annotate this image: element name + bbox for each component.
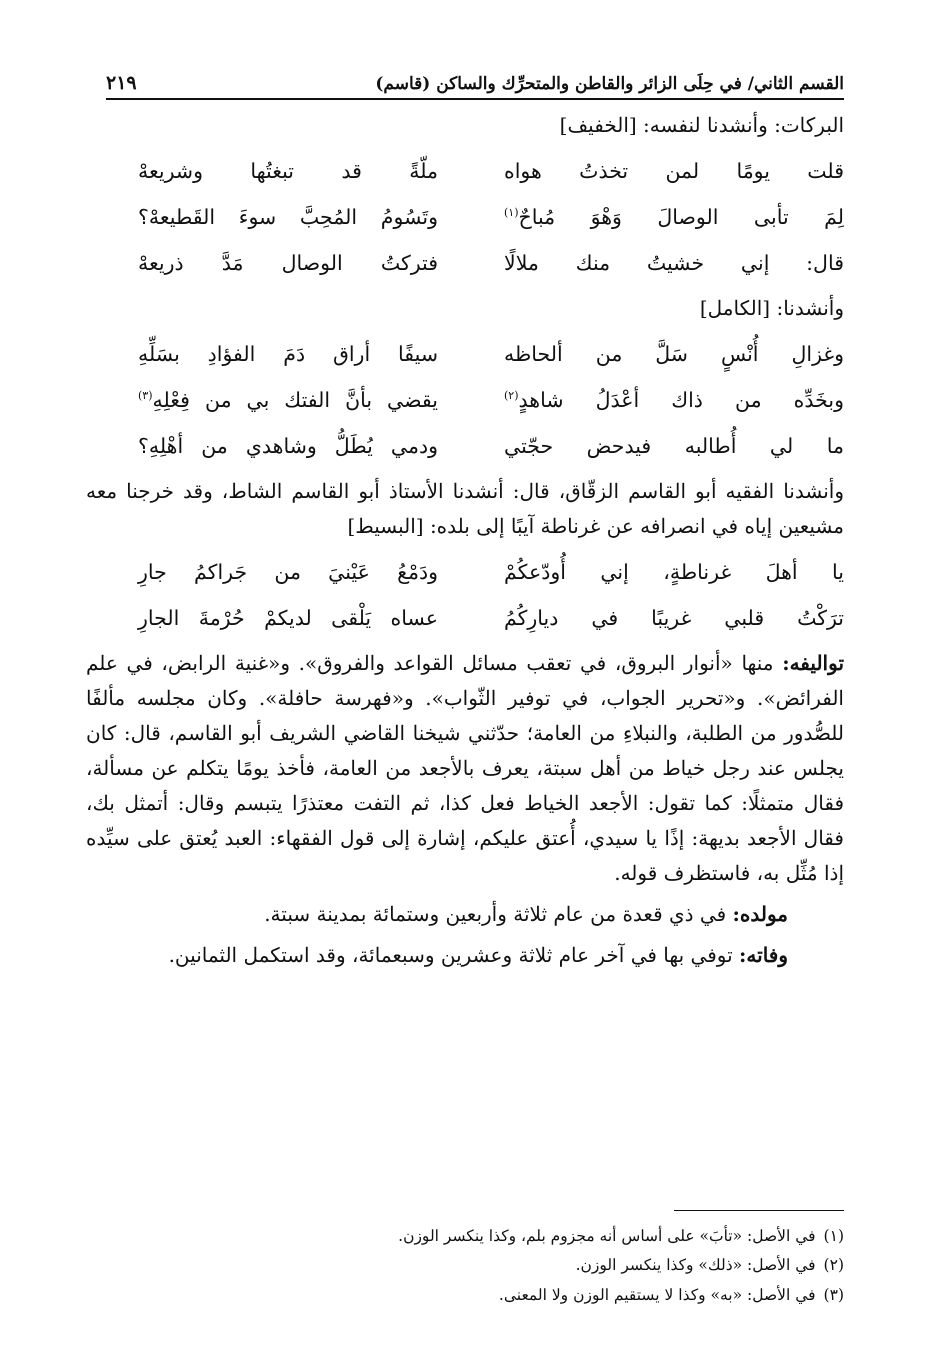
footnote-text: في الأصل: «ذلك» وكذا ينكسر الوزن. xyxy=(575,1256,816,1275)
footnote-text: في الأصل: «تأبَ» على أساس أنه مجزوم بلم، وكذا ينكسر الوزن. xyxy=(398,1227,816,1245)
hemistich-2: ودمي يُطَلُّ وشاهدي من أهْلِهِ؟ xyxy=(138,434,438,459)
page-number: ٢١٩ xyxy=(106,72,137,94)
hemistich-1: وغزالِ أُنْسٍ سَلَّ من ألحاظه xyxy=(504,342,844,367)
footnote-ref: (١) xyxy=(504,206,519,220)
hemistich-2: وتَسُومُ المُحِبَّ سوءَ القَطيعهْ؟ xyxy=(138,205,438,230)
birth-label: مولده: xyxy=(732,902,788,926)
footnote-divider xyxy=(674,1210,844,1211)
hemistich-2: فتركتُ الوصال مَدَّ ذريعهْ xyxy=(138,251,438,276)
footnote xyxy=(86,1251,844,1280)
hemistich-1: لِمَ تأبى الوصالَ وَهْوَ مُباحٌ$^{(١)}$ xyxy=(504,205,844,230)
footnote-ref: (٣) xyxy=(138,389,153,403)
death-label: وفاته: xyxy=(739,943,788,967)
hemistich-1: قلت يومًا لمن تخذتُ هواه xyxy=(504,159,844,184)
hemistich-2: ودَمْعُ عَيْنيَ من جَراكمُ جارِ xyxy=(138,560,438,585)
header-title: القسم الثاني/ في حِلَى الزائر والقاطن والمتحرِّك والساكن (قاسم) xyxy=(375,74,844,94)
footnote-number: (٢) xyxy=(823,1256,844,1275)
poem-3 xyxy=(86,550,844,642)
footnote-number: (٣) xyxy=(823,1285,844,1304)
verse xyxy=(86,332,844,378)
verse xyxy=(86,149,844,195)
hemistich-1: ما لي أُطالبه فيدحض حجّتي xyxy=(504,434,844,459)
hemistich-1: وبخَدِّه من ذاك أعْدَلُ شاهدٍ$^{(٢)}$ xyxy=(504,388,844,413)
intro-line-1: البركات: وأنشدنا لنفسه: [الخفيف] xyxy=(559,113,844,137)
verse xyxy=(86,241,844,287)
death-paragraph xyxy=(86,938,844,973)
verse xyxy=(86,378,844,424)
hemistich-2: ملّةً قد تبغتُها وشريعهْ xyxy=(138,159,438,184)
footnote xyxy=(86,1222,844,1251)
hemistich-2: عساه يَلْقى لديكمْ حُرْمةَ الجارِ xyxy=(138,606,438,631)
poem-1 xyxy=(86,149,844,287)
poem-2 xyxy=(86,332,844,470)
intro-line-2: وأنشدنا: [الكامل] xyxy=(699,296,844,320)
footnote-number: (١) xyxy=(823,1227,844,1245)
hemistich-2: سيفًا أراق دَمَ الفؤادِ بسَلِّهِ xyxy=(138,342,438,367)
verse xyxy=(86,596,844,642)
verse xyxy=(86,550,844,596)
verse xyxy=(86,424,844,470)
paragraph-zaqqaq: وأنشدنا الفقيه أبو القاسم الزقّاق، قال: أنشدنا الأستاذ أبو القاسم الشاط، وقد خرجنا معه مشيعين إياه في انصرافه عن غرناطة آيبًا إلى بلده: [البسيط] xyxy=(86,479,844,538)
death-text: توفي بها في آخر عام ثلاثة وعشرين وسبعمائة، وقد استكمل الثمانين. xyxy=(168,943,733,967)
works-paragraph xyxy=(86,646,844,891)
page-body xyxy=(86,108,844,973)
birth-text: في ذي قعدة من عام ثلاثة وأربعين وستمائة بمدينة سبتة. xyxy=(264,902,727,926)
works-label: تواليفه: xyxy=(782,651,845,675)
hemistich-1: يا أهلَ غرناطةٍ، إني أُودّعكُمْ xyxy=(504,560,844,585)
running-header xyxy=(106,58,844,100)
hemistich-2: يقضي بأنَّ الفتك بي من فِعْلِهِ$^{(٣)}$ xyxy=(138,388,438,413)
footnotes xyxy=(86,1222,844,1310)
works-text: منها «أنوار البروق، في تعقب مسائل القواعد والفروق». و«غنية الرابض، في علم الفرائض». و«تحرير الجواب، في توفير الثّواب». و«فهرسة حافلة». وكان مجلسه مألفًا للصُّدور من الطلبة، والنبلاءِ من العامة؛ حدّثني شيخنا القاضي الشريف أبو القاسم، قال: كان يجلس عند رجل خياط من أهل سبتة، يعرف بالأجعد من العامة، فأخذ يومًا يتكلم عن مسألة، فقال متمثلًا: كما تقول: الأجعد الخياط فعل كذا، ثم التفت معتذرًا يتبسم وقال: أتمثل بك، فقال الأجعد بديهة: إذًا يا سيدي، أُعتق عليكم، إشارة إلى قول الفقهاء: العبد يُعتق على سيِّده إذا مُثِّل به، فاستظرف قوله. xyxy=(86,651,844,885)
footnote-text: في الأصل: «به» وكذا لا يستقيم الوزن ولا المعنى. xyxy=(498,1285,816,1304)
verse xyxy=(86,195,844,241)
hemistich-1: ترَكْتُ قلبي غريبًا في ديارِكُمُ xyxy=(504,606,844,631)
birth-paragraph xyxy=(86,897,844,932)
footnote-ref: (٢) xyxy=(504,389,519,403)
footnote xyxy=(86,1281,844,1310)
hemistich-1: قال: إني خشيتُ منك ملالًا xyxy=(504,251,844,276)
